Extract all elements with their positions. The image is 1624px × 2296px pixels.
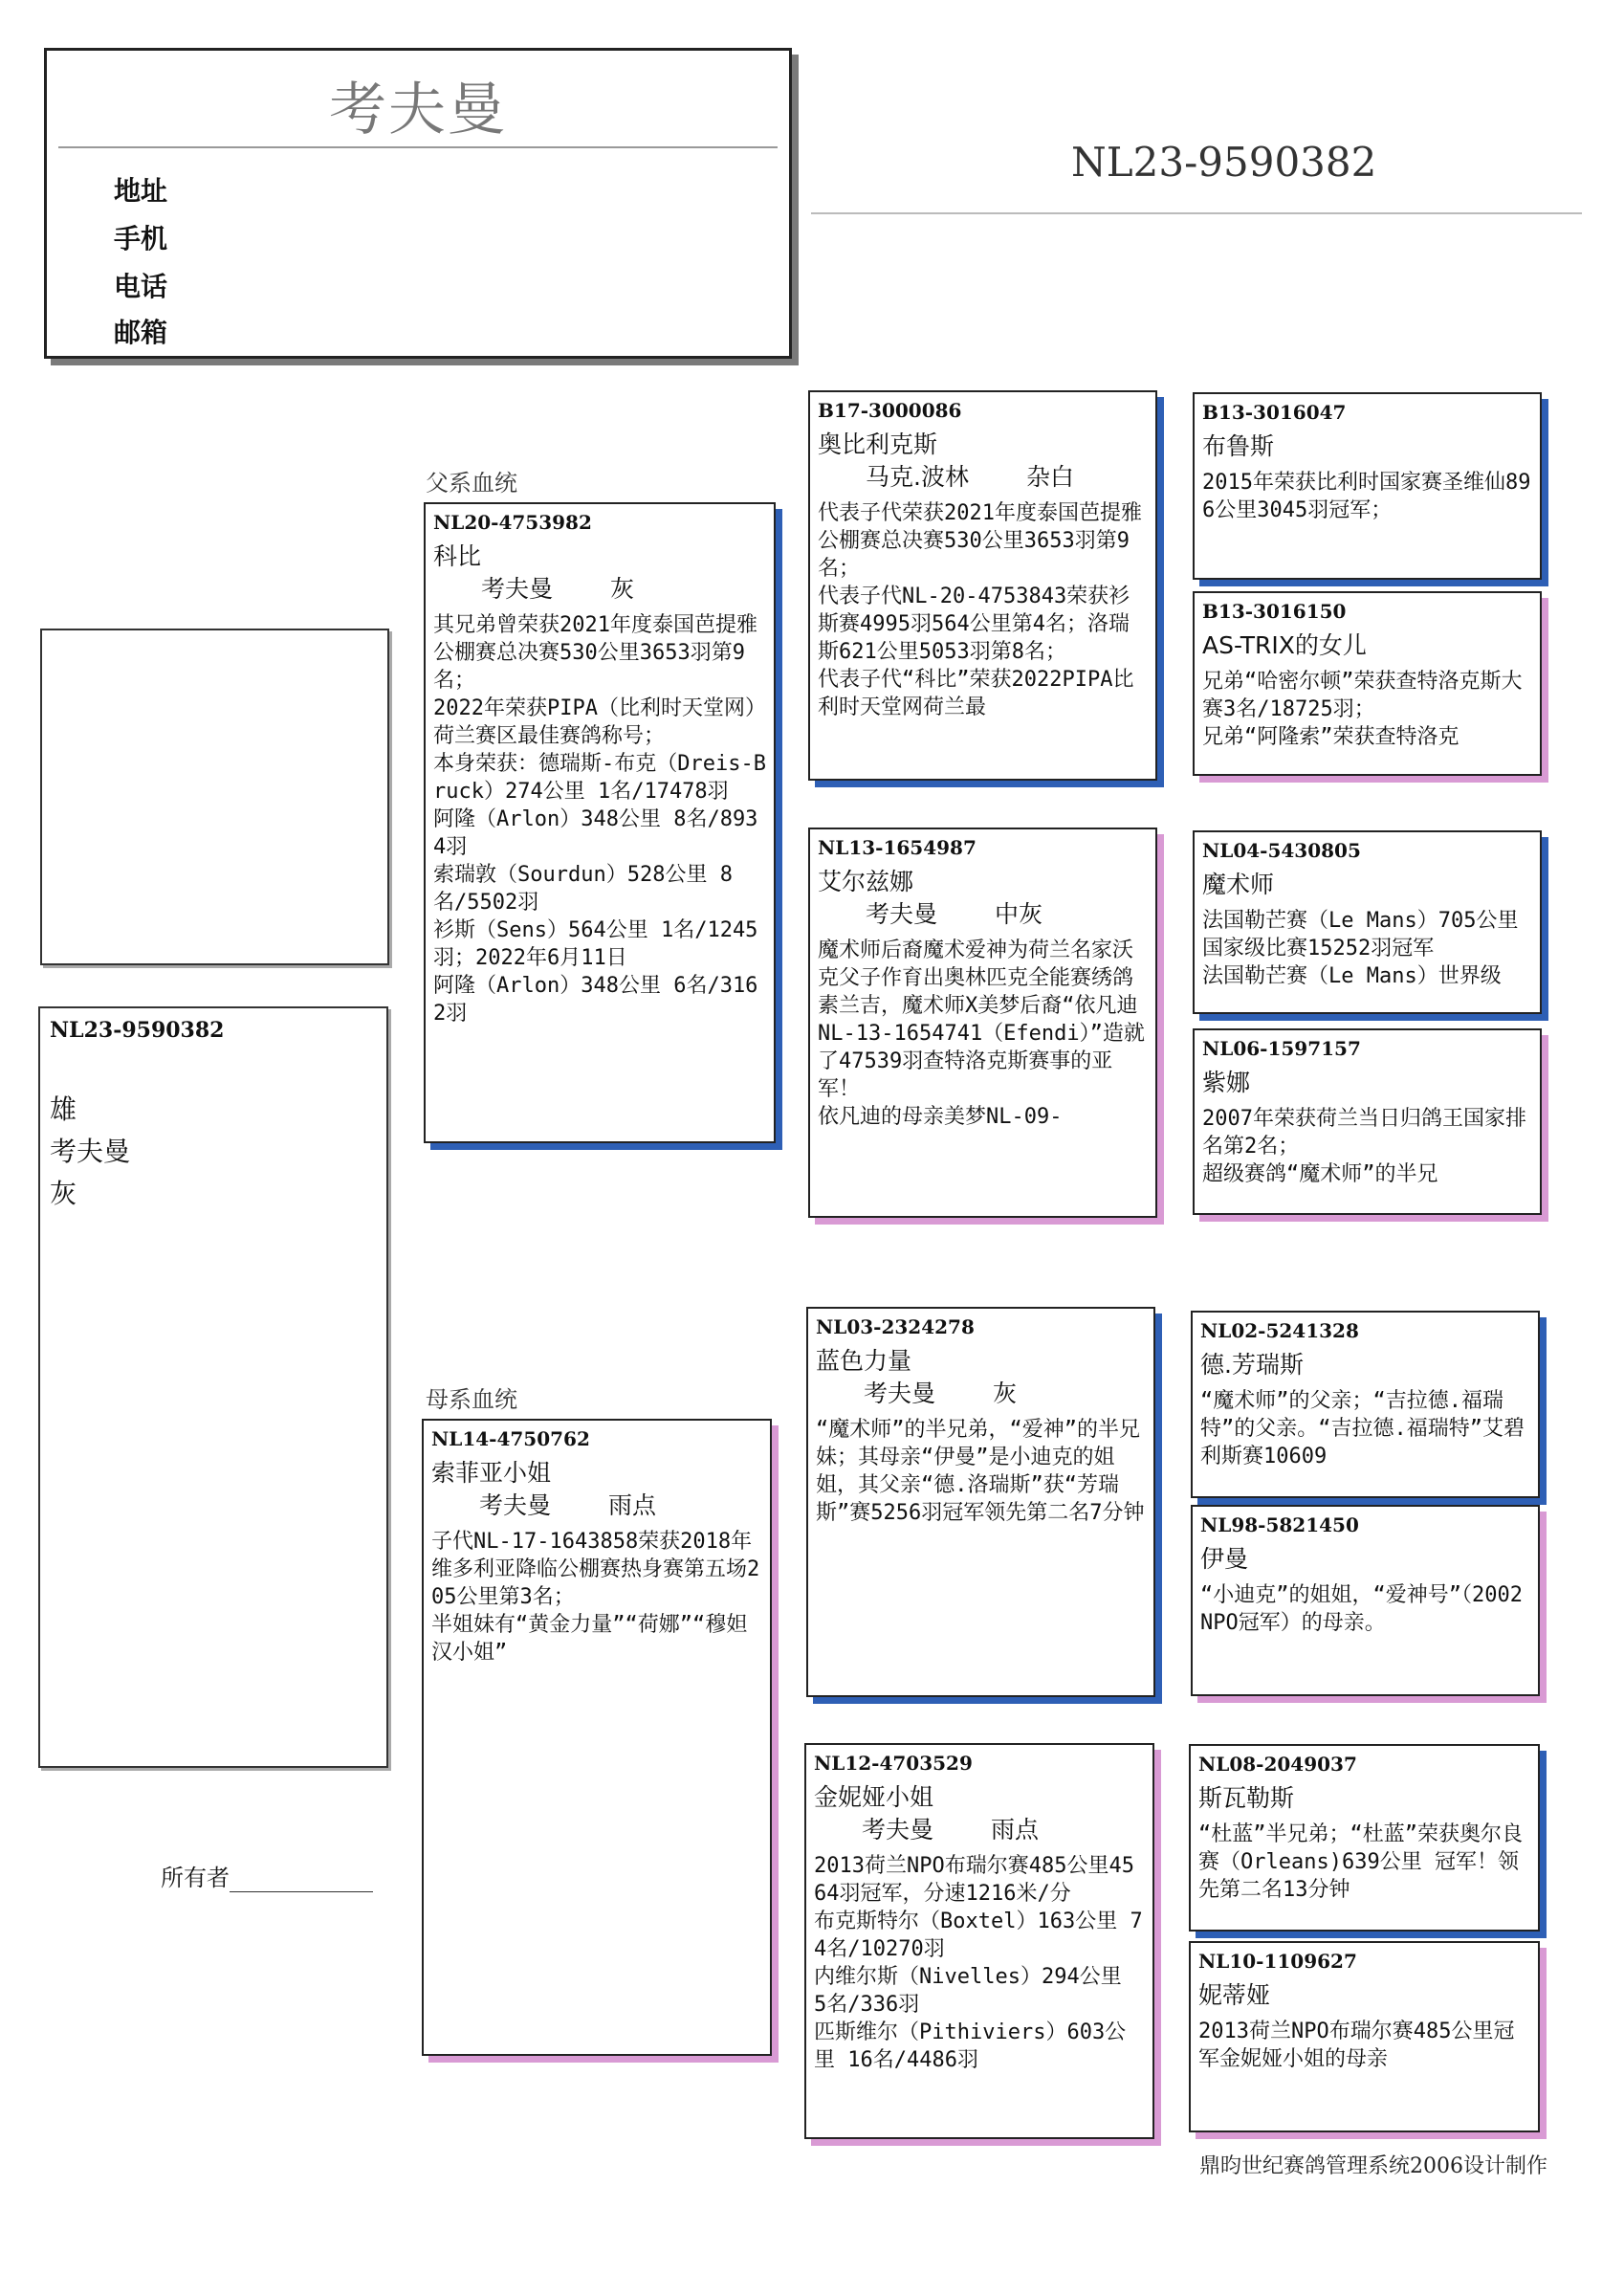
sire-sire-name: 奥比利克斯 xyxy=(818,430,938,458)
dam-line-label: 母系血统 xyxy=(426,1386,517,1413)
owner-signature-line xyxy=(161,1859,373,1892)
sire-dam-strain: 考夫曼 xyxy=(866,900,938,928)
dam-sire-meta xyxy=(816,1378,1146,1410)
signature-blank xyxy=(230,1870,373,1892)
sdd-card xyxy=(1193,1028,1542,1215)
dam-dam-name: 金妮娅小姐 xyxy=(814,1783,934,1811)
owner-address-label: 地址 xyxy=(114,175,168,207)
ddd-card xyxy=(1189,1941,1540,2132)
subject-card xyxy=(38,1006,388,1768)
dss-card xyxy=(1191,1311,1540,1498)
dam-card xyxy=(422,1419,772,2056)
sire-sire-color: 杂白 xyxy=(1025,463,1074,491)
dss-name: 德.芳瑞斯 xyxy=(1200,1351,1304,1379)
dam-description: 子代NL-17-1643858荣获2018年维多利亚降临公棚赛热身赛第五场205公里第3名； 半姐妹有“黄金力量”“荷娜”“穆妲汉小姐” xyxy=(431,1530,760,1665)
sire-card xyxy=(424,502,776,1143)
sire-dam-card xyxy=(808,828,1157,1218)
sire-strain: 考夫曼 xyxy=(481,575,554,603)
dds-card xyxy=(1189,1744,1540,1932)
dam-color: 雨点 xyxy=(608,1491,657,1519)
sss-card xyxy=(1193,392,1542,580)
dam-sire-name: 蓝色力量 xyxy=(816,1347,912,1375)
sds-card xyxy=(1193,830,1542,1014)
sire-line-label: 父系血统 xyxy=(426,470,517,497)
owner-sign-label: 所有者 xyxy=(161,1865,230,1891)
ddd-description: 2013荷兰NPO布瑞尔赛485公里冠军金妮娅小姐的母亲 xyxy=(1198,2020,1515,2071)
photo-placeholder xyxy=(40,629,389,965)
sire-name: 科比 xyxy=(433,542,482,570)
subject-ring: NL23-9590382 xyxy=(50,1018,225,1043)
sire-sire-meta xyxy=(818,461,1148,494)
dam-sire-ring: NL03-2324278 xyxy=(816,1315,975,1338)
header-ring-number: NL23-9590382 xyxy=(1071,139,1377,186)
sire-sire-card xyxy=(808,390,1157,781)
sire-dam-ring: NL13-1654987 xyxy=(818,836,977,859)
dam-dam-strain: 考夫曼 xyxy=(862,1816,934,1843)
sdd-name: 紫娜 xyxy=(1202,1069,1251,1096)
ssd-description: 兄弟“哈密尔顿”荣获查特洛克斯大赛3名/18725羽； 兄弟“阿隆索”荣获查特洛克 xyxy=(1202,670,1523,749)
dds-name: 斯瓦勒斯 xyxy=(1198,1784,1295,1812)
dam-dam-ring: NL12-4703529 xyxy=(814,1752,973,1775)
footer-credit: 鼎昀世纪赛鸽管理系统2006设计制作 xyxy=(1199,2154,1547,2178)
sire-color: 灰 xyxy=(610,575,635,603)
dam-dam-description: 2013荷兰NPO布瑞尔赛485公里4564羽冠军，分速1216米/分 布克斯特尔（Boxtel）163公里 74名/10270羽 内维尔斯（Nivelles）294公里 5名/336羽 匹斯维尔（Pithiviers）603公里 16名/4486羽 xyxy=(814,1854,1143,2072)
sire-description: 其兄弟曾荣获2021年度泰国芭提雅公棚赛总决赛530公里3653羽第9名； 2022年荣获PIPA（比利时天堂网）荷兰赛区最佳赛鸽称号； 本身荣获：德瑞斯-布克（Dreis-Bruck）274公里 1名/17478羽 阿隆（Arlon）348公里 8名/8934羽 索瑞敦（Sourdun）528公里 8名/5502羽 衫斯（Sens）564公里 1名/1245羽；2022年6月11日 阿隆（Arlon）348公里 6名/3162羽 xyxy=(433,613,766,1026)
subject-color: 灰 xyxy=(50,1178,77,1209)
dam-sire-card xyxy=(806,1307,1155,1697)
sire-sire-description: 代表子代荣获2021年度泰国芭提雅公棚赛总决赛530公里3653羽第9名； 代表子代NL-20-4753843荣获衫斯赛4995羽564公里第4名；洛瑞斯621公里5053羽第8名； 代表子代“科比”荣获2022PIPA比利时天堂网荷兰最 xyxy=(818,501,1142,719)
dam-sire-color: 灰 xyxy=(993,1380,1018,1407)
owner-card xyxy=(44,48,792,359)
sds-name: 魔术师 xyxy=(1202,871,1275,898)
dsd-card xyxy=(1191,1505,1540,1696)
ssd-name: AS-TRIX的女儿 xyxy=(1202,631,1367,659)
dds-ring: NL08-2049037 xyxy=(1198,1753,1357,1776)
sds-description: 法国勒芒赛（Le Mans）705公里 国家级比赛15252羽冠军 法国勒芒赛（Le Mans）世界级 xyxy=(1202,909,1519,988)
dsd-description: “小迪克”的姐姐，“爱神号”（2002NPO冠军）的母亲。 xyxy=(1200,1583,1523,1635)
sire-dam-meta xyxy=(818,898,1148,931)
sdd-ring: NL06-1597157 xyxy=(1202,1037,1361,1060)
subject-strain: 考夫曼 xyxy=(50,1136,131,1167)
sire-meta xyxy=(433,573,766,606)
dss-description: “魔术师”的父亲；“吉拉德.福瑞特”的父亲。“吉拉德.福瑞特”艾碧利斯赛10609 xyxy=(1200,1389,1525,1468)
dam-meta xyxy=(431,1490,762,1522)
dam-ring: NL14-4750762 xyxy=(431,1427,590,1450)
owner-phone-label: 电话 xyxy=(114,271,168,302)
sds-ring: NL04-5430805 xyxy=(1202,839,1361,862)
sire-ring: NL20-4753982 xyxy=(433,511,592,534)
dam-name: 索菲亚小姐 xyxy=(431,1459,552,1487)
dam-sire-description: “魔术师”的半兄弟，“爱神”的半兄妹；其母亲“伊曼”是小迪克的姐姐，其父亲“德.洛瑞斯”获“芳瑞斯”赛5256羽冠军领先第二名7分钟 xyxy=(816,1418,1145,1525)
ddd-name: 妮蒂娅 xyxy=(1198,1981,1271,2009)
subject-sex: 雄 xyxy=(50,1093,77,1125)
sire-dam-color: 中灰 xyxy=(995,900,1043,928)
ssd-card xyxy=(1193,591,1542,776)
owner-title: 考夫曼 xyxy=(329,77,507,144)
ddd-ring: NL10-1109627 xyxy=(1198,1950,1357,1973)
sire-dam-description: 魔术师后裔魔术爱神为荷兰名家沃克父子作育出奥林匹克全能赛绣鸽素兰吉，魔术师X美梦后裔“依凡迪NL-13-1654741（Efendi）”造就了47539羽查特洛克斯赛事的亚军！ 依凡迪的母亲美梦NL-09- xyxy=(818,938,1145,1129)
sdd-description: 2007年荣获荷兰当日归鸽王国家排名第2名； 超级赛鸽“魔术师”的半兄 xyxy=(1202,1107,1526,1186)
owner-divider xyxy=(58,146,778,148)
sire-dam-name: 艾尔兹娜 xyxy=(818,868,914,895)
header-rule xyxy=(811,212,1582,214)
sss-description: 2015年荣获比利时国家赛圣维仙896公里3045羽冠军； xyxy=(1202,471,1531,522)
sss-name: 布鲁斯 xyxy=(1202,432,1275,460)
sire-sire-strain: 马克.波林 xyxy=(866,463,969,491)
owner-mobile-label: 手机 xyxy=(114,223,168,254)
dsd-name: 伊曼 xyxy=(1200,1545,1249,1573)
dsd-ring: NL98-5821450 xyxy=(1200,1513,1359,1536)
sss-ring: B13-3016047 xyxy=(1202,401,1347,424)
dam-dam-color: 雨点 xyxy=(991,1816,1040,1843)
sire-sire-ring: B17-3000086 xyxy=(818,399,962,422)
dam-sire-strain: 考夫曼 xyxy=(864,1380,936,1407)
dam-dam-meta xyxy=(814,1814,1145,1846)
dds-description: “杜蓝”半兄弟；“杜蓝”荣获奥尔良赛（Orleans)639公里 冠军！领先第二名13分钟 xyxy=(1198,1822,1523,1902)
dam-dam-card xyxy=(804,1743,1154,2139)
dss-ring: NL02-5241328 xyxy=(1200,1319,1359,1342)
dam-strain: 考夫曼 xyxy=(479,1491,552,1519)
owner-email-label: 邮箱 xyxy=(114,317,168,348)
ssd-ring: B13-3016150 xyxy=(1202,600,1347,623)
